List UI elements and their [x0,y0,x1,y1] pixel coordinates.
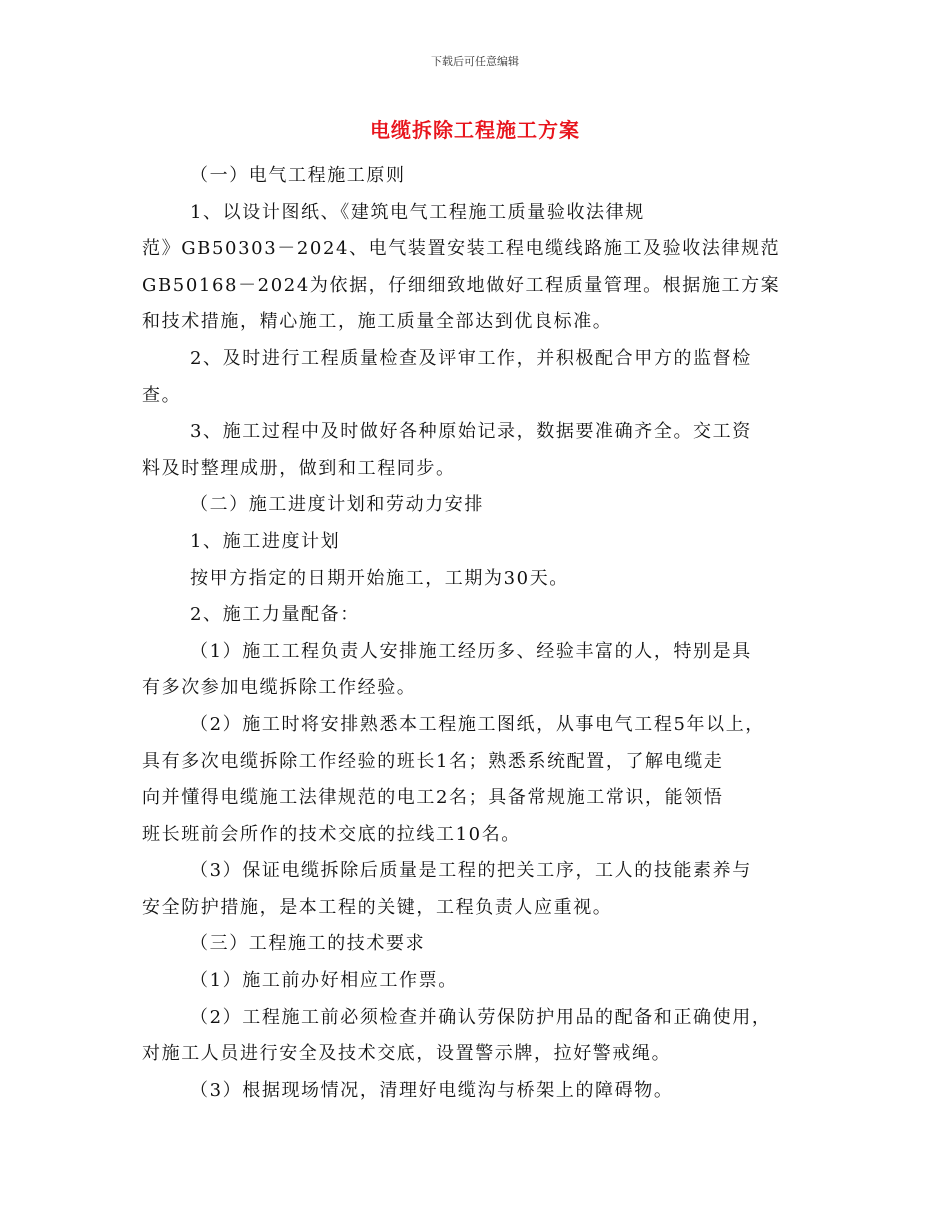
section-heading-3: （三）工程施工的技术要求 [190,933,426,955]
paragraph-line: （3）保证电缆拆除后质量是工程的把关工序，工人的技能素养与 [190,860,752,882]
paragraph-line: 3、施工过程中及时做好各种原始记录，数据要准确齐全。交工资 [190,421,752,443]
paragraph-line: 料及时整理成册，做到和工程同步。 [142,457,456,479]
paragraph-line: 和技术措施，精心施工，施工质量全部达到优良标准。 [142,311,613,333]
paragraph-line: 范》GB50303－2024、电气装置安装工程电缆线路施工及验收法律规范 [142,238,781,260]
header-note: 下载后可任意编辑 [431,55,519,68]
paragraph-line: 有多次参加电缆拆除工作经验。 [142,677,417,699]
paragraph-line: 具有多次电缆拆除工作经验的班长1名；熟悉系统配置，了解电缆走 [142,750,724,772]
subheading: 2、施工力量配备： [190,604,360,626]
section-heading-1: （一）电气工程施工原则 [190,165,406,186]
paragraph-line: 2、及时进行工程质量检查及评审工作，并积极配合甲方的监督检 [190,347,752,369]
document-body [142,158,814,1109]
paragraph-line: （2）工程施工前必须检查并确认劳保防护用品的配备和正确使用， [190,1006,772,1028]
subheading: 1、施工进度计划 [190,530,341,552]
paragraph-line: （1）施工工程负责人安排施工经历多、经验丰富的人，特别是具 [190,640,752,662]
paragraph-line: 安全防护措施，是本工程的关键，工程负责人应重视。 [142,896,613,918]
paragraph-line: 向并懂得电缆施工法律规范的电工2名；具备常规施工常识，能领悟 [142,787,724,809]
paragraph-line: （3）根据现场情况，清理好电缆沟与桥架上的障碍物。 [190,1079,674,1101]
paragraph-line: GB50168－2024为依据，仔细细致地做好工程质量管理。根据施工方案 [142,274,781,296]
paragraph-line: 对施工人员进行安全及技术交底，设置警示牌，拉好警戒绳。 [142,1043,672,1065]
document-title: 电缆拆除工程施工方案 [370,118,580,142]
paragraph-line: 1、以设计图纸、《建筑电气工程施工质量验收法律规 [190,201,645,223]
paragraph-line: 查。 [142,384,182,406]
section-heading-2: （二）施工进度计划和劳动力安排 [190,494,484,516]
paragraph-line: 班长班前会所作的技术交底的拉线工10名。 [142,823,521,845]
paragraph-line: 按甲方指定的日期开始施工，工期为30天。 [190,567,569,589]
paragraph-line: （2）施工时将安排熟悉本工程施工图纸，从事电气工程5年以上， [190,713,765,735]
paragraph-line: （1）施工前办好相应工作票。 [190,970,458,992]
